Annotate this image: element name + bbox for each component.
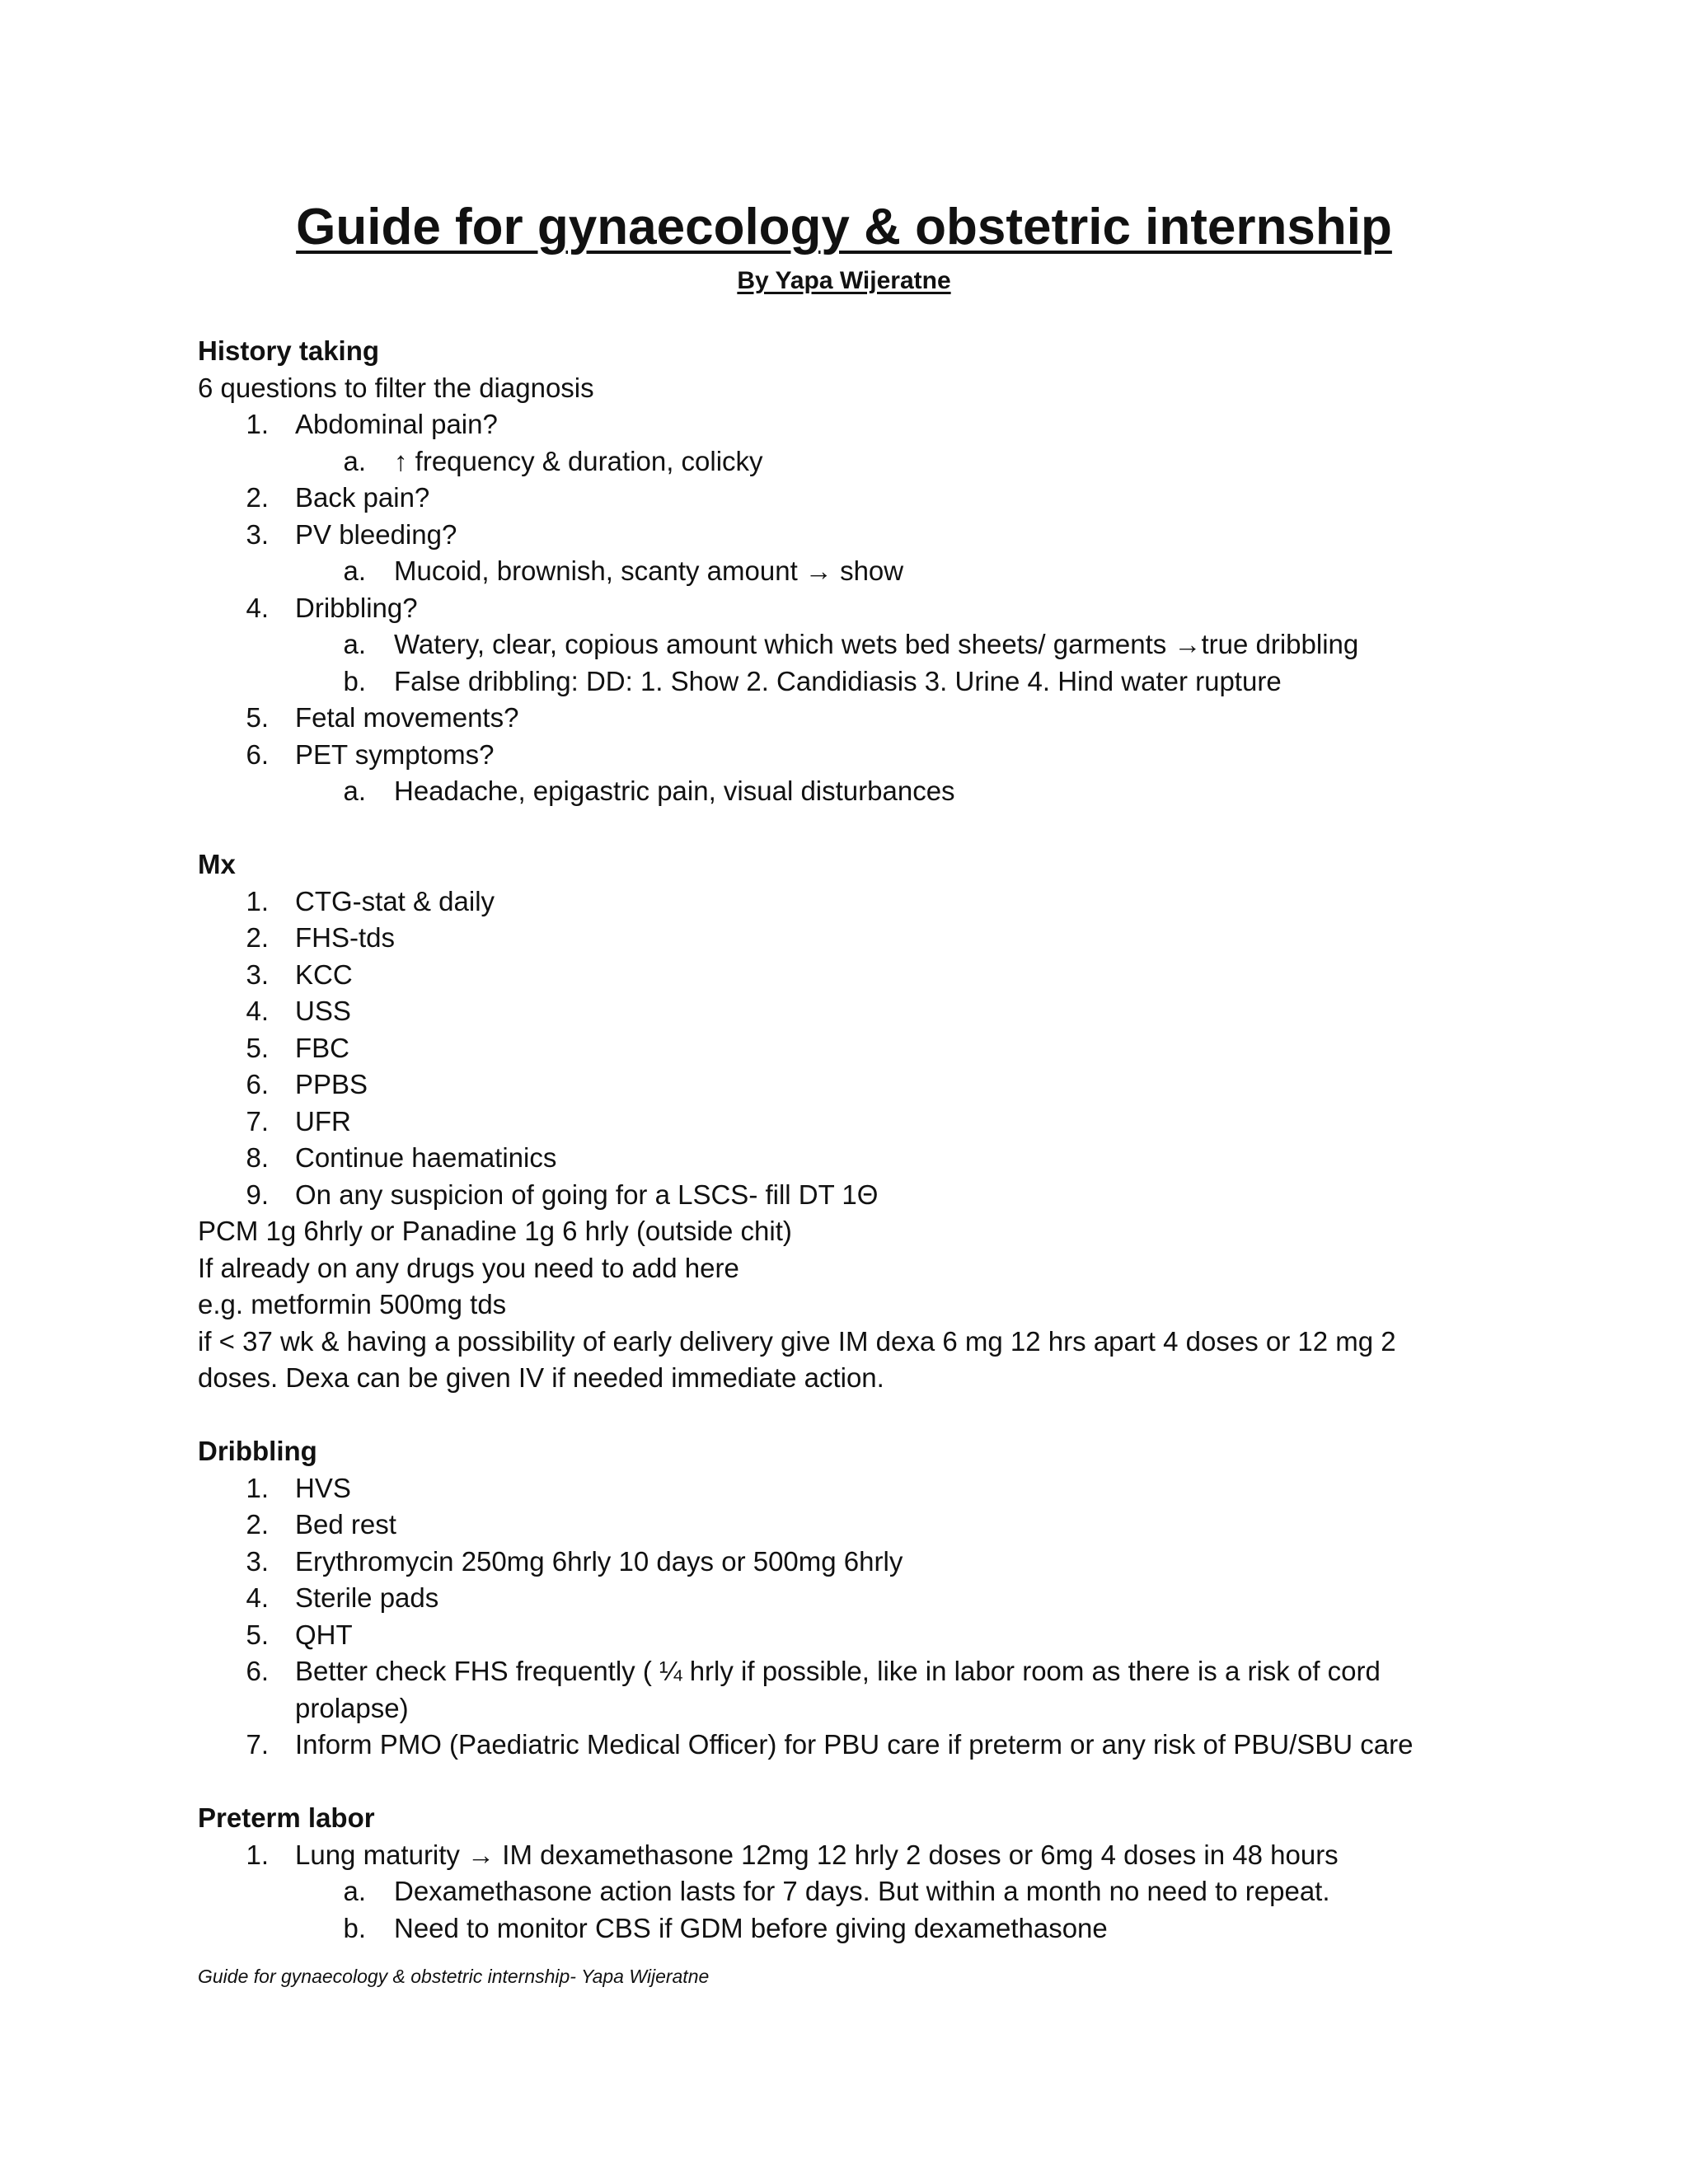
list-number: 3. xyxy=(246,518,269,550)
list-number: 7. xyxy=(246,1105,269,1137)
list-letter: a. xyxy=(343,1876,366,1906)
list-subitem xyxy=(198,1873,1484,1910)
list-text: prolapse) xyxy=(295,1692,409,1723)
list-text: Mucoid, brownish, scanty amount → show xyxy=(394,555,904,586)
list-text: Continue haematinics xyxy=(295,1142,557,1173)
list-number: 4. xyxy=(246,592,269,623)
list-item xyxy=(198,737,1484,774)
list-letter: a. xyxy=(343,776,366,806)
list-number: 3. xyxy=(246,958,269,990)
list-number: 1. xyxy=(246,409,269,439)
mx-note: doses. Dexa can be given IV if needed immediate action. xyxy=(198,1362,884,1393)
list-item xyxy=(198,883,1484,921)
list-text: PET symptoms? xyxy=(295,738,495,770)
list-letter: a. xyxy=(343,445,366,476)
list-item xyxy=(198,406,1484,443)
section-heading-preterm: Preterm labor xyxy=(198,1802,375,1833)
list-number: 2. xyxy=(246,482,269,513)
list-item xyxy=(198,993,1484,1030)
list-item xyxy=(198,1837,1484,1874)
document-author: By Yapa Wijeratne xyxy=(737,267,951,294)
list-number: 9. xyxy=(246,1179,269,1210)
list-letter: a. xyxy=(343,629,366,659)
list-item xyxy=(198,700,1484,737)
list-number: 5. xyxy=(246,702,269,733)
list-number: 1. xyxy=(246,885,269,916)
list-item xyxy=(198,1727,1484,1764)
list-text: Abdominal pain? xyxy=(295,409,498,439)
list-text: Bed rest xyxy=(295,1509,396,1540)
list-subitem xyxy=(198,553,1484,590)
list-item xyxy=(198,920,1484,957)
list-text: Better check FHS frequently ( ¼ hrly if possible, like in labor room as there is a risk of cord xyxy=(295,1656,1381,1686)
list-letter: b. xyxy=(343,665,366,696)
list-number: 6. xyxy=(246,738,269,770)
list-item xyxy=(198,1470,1484,1507)
list-item xyxy=(198,1617,1484,1654)
list-text: Inform PMO (Paediatric Medical Officer) for PBU care if preterm or any risk of PBU/SBU care xyxy=(295,1729,1414,1760)
list-text: Lung maturity → IM dexamethasone 12mg 12 hrly 2 doses or 6mg 4 doses in 48 hours xyxy=(295,1839,1339,1870)
list-text: PPBS xyxy=(295,1069,368,1099)
list-item xyxy=(198,1177,1484,1214)
list-text: FBC xyxy=(295,1032,349,1063)
list-item xyxy=(198,1544,1484,1581)
section-spacer xyxy=(198,810,1484,847)
list-text: Watery, clear, copious amount which wets bed sheets/ garments →true dribbling xyxy=(394,629,1359,659)
list-item xyxy=(198,480,1484,517)
section-spacer xyxy=(198,1764,1484,1801)
mx-note: PCM 1g 6hrly or Panadine 1g 6 hrly (outside chit) xyxy=(198,1216,792,1246)
list-text: ↑ frequency & duration, colicky xyxy=(394,445,763,476)
page-footer: Guide for gynaecology & obstetric internship- Yapa Wijeratne xyxy=(198,1966,710,1987)
list-item-continuation xyxy=(198,1690,1484,1727)
list-text: FHS-tds xyxy=(295,922,396,953)
list-text: KCC xyxy=(295,958,353,990)
list-number: 4. xyxy=(246,1582,269,1613)
list-number: 2. xyxy=(246,922,269,953)
list-number: 1. xyxy=(246,1839,269,1870)
list-number: 6. xyxy=(246,1069,269,1099)
list-text: Sterile pads xyxy=(295,1582,439,1613)
list-item xyxy=(198,1030,1484,1067)
list-letter: a. xyxy=(343,555,366,586)
section-heading-mx: Mx xyxy=(198,849,236,879)
list-text: HVS xyxy=(295,1472,351,1503)
history-intro: 6 questions to filter the diagnosis xyxy=(198,372,594,403)
list-subitem xyxy=(198,1910,1484,1947)
list-text: Erythromycin 250mg 6hrly 10 days or 500mg 6hrly xyxy=(295,1545,903,1577)
list-number: 1. xyxy=(246,1472,269,1503)
list-subitem xyxy=(198,443,1484,480)
list-number: 7. xyxy=(246,1729,269,1760)
list-item xyxy=(198,1580,1484,1617)
list-number: 4. xyxy=(246,996,269,1026)
list-text: Dribbling? xyxy=(295,592,418,623)
list-text: Headache, epigastric pain, visual disturbances xyxy=(394,776,955,806)
section-spacer xyxy=(198,1397,1484,1434)
mx-note: If already on any drugs you need to add here xyxy=(198,1252,739,1283)
list-item xyxy=(198,1066,1484,1104)
list-subitem xyxy=(198,663,1484,701)
section-heading-dribbling: Dribbling xyxy=(198,1436,317,1466)
list-item xyxy=(198,590,1484,627)
list-text: False dribbling: DD: 1. Show 2. Candidiasis 3. Urine 4. Hind water rupture xyxy=(394,665,1282,696)
list-text: USS xyxy=(295,996,351,1026)
list-item xyxy=(198,517,1484,554)
list-letter: b. xyxy=(343,1912,366,1943)
list-item xyxy=(198,957,1484,994)
list-item xyxy=(198,1140,1484,1177)
list-number: 8. xyxy=(246,1142,269,1173)
list-text: On any suspicion of going for a LSCS- fill DT 1Θ xyxy=(295,1179,879,1210)
list-item xyxy=(198,1104,1484,1141)
list-text: CTG-stat & daily xyxy=(295,885,495,916)
list-text: Fetal movements? xyxy=(295,702,519,733)
document-body xyxy=(198,333,1484,1947)
list-text: QHT xyxy=(295,1619,353,1650)
list-subitem xyxy=(198,626,1484,663)
list-text: UFR xyxy=(295,1105,351,1137)
list-text: PV bleeding? xyxy=(295,518,457,550)
list-text: Back pain? xyxy=(295,482,430,513)
section-heading-history: History taking xyxy=(198,335,380,366)
list-number: 2. xyxy=(246,1509,269,1540)
document-title: Guide for gynaecology & obstetric internship xyxy=(296,199,1392,255)
list-item xyxy=(198,1653,1484,1690)
list-text: Dexamethasone action lasts for 7 days. But within a month no need to repeat. xyxy=(394,1876,1330,1906)
list-item xyxy=(198,1507,1484,1544)
mx-note: e.g. metformin 500mg tds xyxy=(198,1289,507,1319)
list-number: 3. xyxy=(246,1545,269,1577)
list-number: 6. xyxy=(246,1656,269,1686)
list-text: Need to monitor CBS if GDM before giving dexamethasone xyxy=(394,1912,1108,1943)
list-subitem xyxy=(198,773,1484,810)
mx-note: if < 37 wk & having a possibility of early delivery give IM dexa 6 mg 12 hrs apart 4 doses or 12 mg 2 xyxy=(198,1325,1396,1357)
list-number: 5. xyxy=(246,1032,269,1063)
list-number: 5. xyxy=(246,1619,269,1650)
